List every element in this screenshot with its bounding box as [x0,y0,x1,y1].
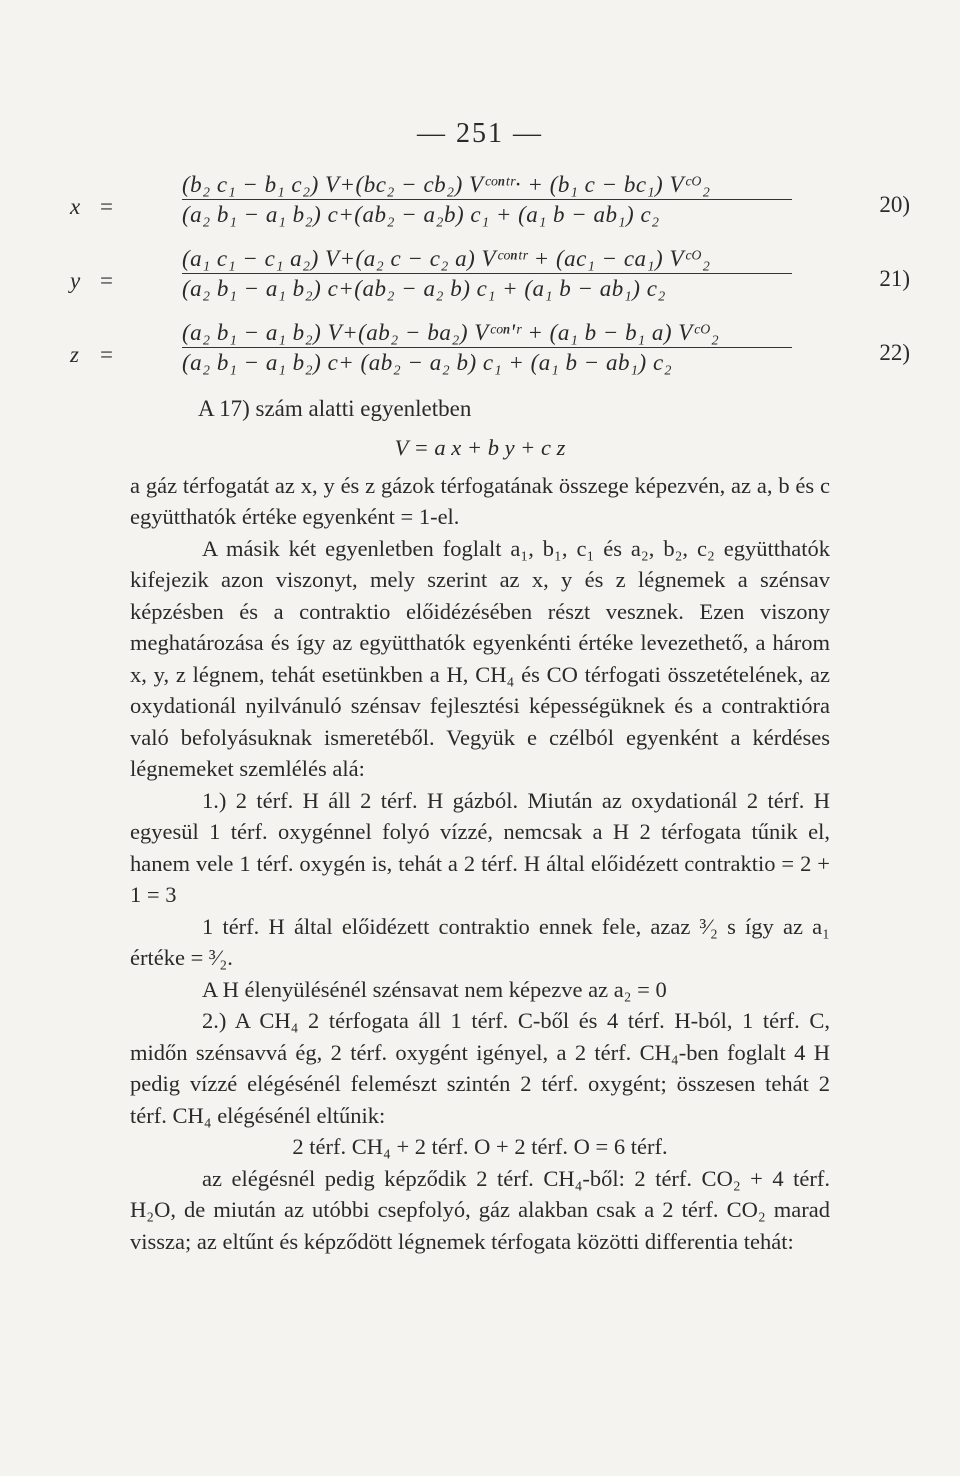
equation-number: 21) [879,266,910,291]
denominator: (a₂ b₁ − a₁ b₂) c+(ab₂ − a₂b) c₁ + (a₁ b − ab₁) c₂ [182,202,660,227]
equation-22 [70,320,910,392]
fraction [182,172,802,228]
numerator: (a₂ b₁ − a₁ b₂) V+(ab₂ − ba₂) Vᶜᵒⁿ'ʳ + (a₁ b − b₁ a) Vᶜᴼ₂ [182,320,720,345]
equation-variable: x [70,194,81,219]
equals-sign: = [100,268,113,293]
paragraph: A H élenyülésénél szénsavat nem képezve az a₂ = 0 [202,976,667,1002]
denominator: (a₂ b₁ − a₁ b₂) c+(ab₂ − a₂ b) c₁ + (a₁ b − ab₁) c₂ [182,276,666,301]
fraction-bar [182,347,792,348]
equals-sign: = [100,342,113,367]
equation-variable: y [70,268,81,293]
equation-21 [70,246,910,318]
intro-line: A 17) szám alatti egyenletben [198,396,472,421]
volume-equation: V = a x + b y + c z [394,435,566,460]
fraction-bar [182,199,792,200]
paragraph: 2.) A CH₄ 2 térfogata áll 1 térf. C-ből és 4 térf. H-ból, 1 térf. C, midőn szénsavvá ég, 2 térf. oxygént igényel, a 2 térf. CH₄-ben foglalt 4 H pedig vízzé elégésénél felemészt szintén 2 térf. oxygént; összesen tehát 2 térf. CH₄ elégésénél eltűnik: [130,1008,830,1128]
math-line: 2 térf. CH₄ + 2 térf. O + 2 térf. O = 6 térf. [292,1134,668,1159]
paragraph: 1 térf. H által előidézett contraktio ennek fele, azaz ³⁄₂ s így az a₁ értéke = ³⁄₂. [130,913,830,970]
equals-sign: = [100,194,113,219]
fraction-bar [182,273,792,274]
paragraph: az elégésnél pedig képződik 2 térf. CH₄-ből: 2 térf. CO₂ + 4 térf. H₂O, de miután az utóbbi csepfolyó, gáz alakban csak a 2 térf. CO₂ marad vissza; az eltűnt és képződött légnemek térfogata közötti differentia tehát: [130,1165,830,1254]
equation-number: 22) [879,340,910,365]
paragraph: a gáz térfogatát az x, y és z gázok térfogatának összege képezvén, az a, b és c együtthatók értéke egyenként = 1-el. [130,472,830,529]
numerator: (a₁ c₁ − c₁ a₂) V+(a₂ c − c₂ a) Vᶜᵒⁿᵗʳ + (ac₁ − ca₁) Vᶜᴼ₂ [182,246,711,271]
numerator: (b₂ c₁ − b₁ c₂) V+(bc₂ − cb₂) Vᶜᵒⁿᵗʳ· + (b₁ c − bc₁) Vᶜᴼ₂ [182,172,711,197]
equation-number: 20) [879,192,910,217]
fraction [182,246,802,302]
paragraph: 1.) 2 térf. H áll 2 térf. H gázból. Miután az oxydationál 2 térf. H egyesül 1 térf. oxygénnel folyó vízzé, nemcsak a H 2 térfogata tűnik el, hanem vele 1 térf. oxygén is, tehát a 2 térf. H által előidézett contraktio = 2 + 1 = 3 [130,787,830,907]
page-number: — 251 — [417,118,543,149]
paragraph: A másik két egyenletben foglalt a₁, b₁, c₁ és a₂, b₂, c₂ együtthatók kifejezik azon viszonyt, mely szerint az x, y és z légnemek a szénsav képzésben és a contraktio előidézésében részt vesznek. Ezen viszony meghatározása és így az együtthatók egyenkénti értéke levezethető, a három x, y, z légnem, tehát esetünkben a H, CH₄ és CO térfogati összetételének, az oxydationál nyilvánuló szénsav fejlesztési képességüknek és a contraktióra való befolyásuknak ismeretéből. Vegyük e czélból egyenként a kérdéses légnemeket szemlélés alá: [130,535,830,781]
fraction [182,320,802,376]
denominator: (a₂ b₁ − a₁ b₂) c+ (ab₂ − a₂ b) c₁ + (a₁ b − ab₁) c₂ [182,350,673,375]
equation-20 [70,172,910,244]
equation-variable: z [70,342,79,367]
body-text [130,428,830,1257]
